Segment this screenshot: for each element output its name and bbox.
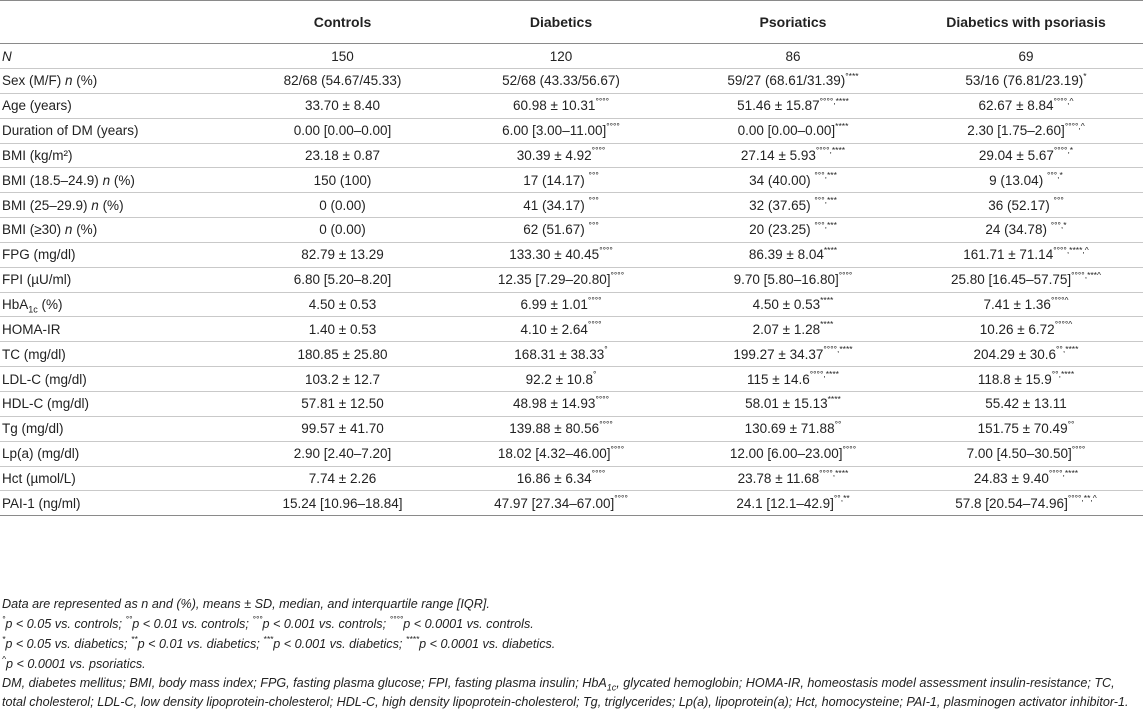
row-label: TC (mg/dl) (0, 342, 240, 367)
header-row (0, 1, 1143, 44)
table-cell: 4.50 ± 0.53**** (677, 292, 909, 317)
table-cell: 103.2 ± 12.7 (240, 367, 445, 392)
table-cell: 0 (0.00) (240, 193, 445, 218)
table-cell: 115 ± 14.6°°°°,**** (677, 367, 909, 392)
table-cell: 17 (14.17) °°° (445, 168, 677, 193)
table-cell: 150 (100) (240, 168, 445, 193)
row-label: BMI (kg/m²) (0, 143, 240, 168)
table-cell: 23.18 ± 0.87 (240, 143, 445, 168)
table-cell: 130.69 ± 71.88°° (677, 416, 909, 441)
table-row (0, 69, 1143, 94)
table-row (0, 118, 1143, 143)
header-cell-label (0, 1, 240, 44)
table-cell: 82/68 (54.67/45.33) (240, 69, 445, 94)
table-row (0, 44, 1143, 69)
row-label: HDL-C (mg/dl) (0, 391, 240, 416)
table-cell: 0.00 [0.00–0.00] (240, 118, 445, 143)
table-row (0, 143, 1143, 168)
note-data: Data are represented as n and (%), means ± SD, median, and interquartile range [IQR]. (2, 597, 490, 611)
header-cell-diabetics: Diabetics (445, 1, 677, 44)
table-cell: 58.01 ± 15.13**** (677, 391, 909, 416)
table-cell: 0.00 [0.00–0.00]**** (677, 118, 909, 143)
row-label: LDL-C (mg/dl) (0, 367, 240, 392)
row-label: Duration of DM (years) (0, 118, 240, 143)
note-psoriatics: ^p < 0.0001 vs. psoriatics. (2, 653, 146, 671)
row-label: BMI (18.5–24.9) n (%) (0, 168, 240, 193)
table-cell: 0 (0.00) (240, 218, 445, 243)
table-cell: 62 (51.67) °°° (445, 218, 677, 243)
header-cell-psoriatics: Psoriatics (677, 1, 909, 44)
row-label: Tg (mg/dl) (0, 416, 240, 441)
table-cell: 204.29 ± 30.6°°,**** (909, 342, 1143, 367)
table-row (0, 93, 1143, 118)
table-cell: 55.42 ± 13.11 (909, 391, 1143, 416)
table-cell: 7.41 ± 1.36°°°°^ (909, 292, 1143, 317)
table-cell: 27.14 ± 5.93°°°°,**** (677, 143, 909, 168)
table-cell: 30.39 ± 4.92°°°° (445, 143, 677, 168)
table-cell: 20 (23.25) °°°,*** (677, 218, 909, 243)
note-abbreviations: DM, diabetes mellitus; BMI, body mass index; FPG, fasting plasma glucose; FPI, fasting plasma insulin; HbA$_{1c}$, glycated hemoglobin; HOMA-IR, homeostasis model assessment insulin-resistance; TC, total cholesterol; LDL-C, low density lipoprotein-cholesterol; HDL-C, high density lipoprotein-cholesterol; Tg, triglycerides; Lp(a), lipoprotein(a); Hct, homocysteine; PAI-1, plasminogen activator inhibitor-1. (2, 676, 1129, 709)
table-row (0, 292, 1143, 317)
table-cell: 29.04 ± 5.67°°°°,* (909, 143, 1143, 168)
table-cell: 51.46 ± 15.87°°°°,**** (677, 93, 909, 118)
table-cell: 69 (909, 44, 1143, 69)
table-cell: 6.99 ± 1.01°°°° (445, 292, 677, 317)
table-cell: 7.74 ± 2.26 (240, 466, 445, 491)
table-cell: 4.10 ± 2.64°°°° (445, 317, 677, 342)
table-cell: 2.07 ± 1.28**** (677, 317, 909, 342)
table-cell: 1.40 ± 0.53 (240, 317, 445, 342)
row-label: PAI-1 (ng/ml) (0, 491, 240, 516)
table-row (0, 416, 1143, 441)
table-cell: 34 (40.00) °°°,*** (677, 168, 909, 193)
table-row (0, 466, 1143, 491)
table-cell: 24.1 [12.1–42.9]°°,** (677, 491, 909, 516)
table-cell: 2.90 [2.40–7.20] (240, 441, 445, 466)
row-label: FPI (µU/ml) (0, 267, 240, 292)
table-cell: 2.30 [1.75–2.60]°°°°,^ (909, 118, 1143, 143)
table-cell: 9 (13.04) °°°,* (909, 168, 1143, 193)
row-label: FPG (mg/dl) (0, 242, 240, 267)
table-cell: 32 (37.65) °°°,*** (677, 193, 909, 218)
table-cell: 24 (34.78) °°°,* (909, 218, 1143, 243)
table-cell: 86.39 ± 8.04**** (677, 242, 909, 267)
row-label: N (0, 44, 240, 69)
table-row (0, 168, 1143, 193)
row-label: BMI (≥30) n (%) (0, 218, 240, 243)
table-cell: 99.57 ± 41.70 (240, 416, 445, 441)
table-cell: 16.86 ± 6.34°°°° (445, 466, 677, 491)
table-cell: 36 (52.17) °°° (909, 193, 1143, 218)
table-cell: 82.79 ± 13.29 (240, 242, 445, 267)
table-cell: 168.31 ± 38.33° (445, 342, 677, 367)
table-row (0, 342, 1143, 367)
table-cell: 6.80 [5.20–8.20] (240, 267, 445, 292)
table-cell: 9.70 [5.80–16.80]°°°° (677, 267, 909, 292)
row-label: Lp(a) (mg/dl) (0, 441, 240, 466)
table-row (0, 317, 1143, 342)
table-cell: 12.00 [6.00–23.00]°°°° (677, 441, 909, 466)
table-cell: 92.2 ± 10.8° (445, 367, 677, 392)
table-cell: 33.70 ± 8.40 (240, 93, 445, 118)
row-label: Hct (µmol/L) (0, 466, 240, 491)
table-cell: 15.24 [10.96–18.84] (240, 491, 445, 516)
row-label: HOMA-IR (0, 317, 240, 342)
table-row (0, 441, 1143, 466)
table-cell: 7.00 [4.50–30.50]°°°° (909, 441, 1143, 466)
table-cell: 24.83 ± 9.40°°°°,**** (909, 466, 1143, 491)
table-cell: 199.27 ± 34.37°°°°,**** (677, 342, 909, 367)
table-cell: 23.78 ± 11.68°°°°,**** (677, 466, 909, 491)
header-cell-diabetics-with-psoriasis: Diabetics with psoriasis (909, 1, 1143, 44)
table-cell: 62.67 ± 8.84°°°°,^ (909, 93, 1143, 118)
table-row (0, 193, 1143, 218)
table-cell: 133.30 ± 40.45°°°° (445, 242, 677, 267)
table-cell: 12.35 [7.29–20.80]°°°° (445, 267, 677, 292)
row-label: BMI (25–29.9) n (%) (0, 193, 240, 218)
table-cell: 151.75 ± 70.49°° (909, 416, 1143, 441)
note-diabetics: *p < 0.05 vs. diabetics; **p < 0.01 vs. diabetics; ***p < 0.001 vs. diabetics; ****p < 0.0001 vs. diabetics. (2, 633, 556, 651)
table-cell: 57.8 [20.54–74.96]°°°°,**,^ (909, 491, 1143, 516)
row-label: HbA$_{1c}$ (%) (0, 292, 240, 317)
table-cell: 118.8 ± 15.9°°,**** (909, 367, 1143, 392)
table-cell: 41 (34.17) °°° (445, 193, 677, 218)
table-row (0, 391, 1143, 416)
table-cell: 4.50 ± 0.53 (240, 292, 445, 317)
table-cell: 59/27 (68.61/31.39)°*** (677, 69, 909, 94)
row-label: Age (years) (0, 93, 240, 118)
table-cell: 18.02 [4.32–46.00]°°°° (445, 441, 677, 466)
table-row (0, 367, 1143, 392)
table-row (0, 267, 1143, 292)
table-cell: 180.85 ± 25.80 (240, 342, 445, 367)
table-cell: 6.00 [3.00–11.00]°°°° (445, 118, 677, 143)
table-cell: 57.81 ± 12.50 (240, 391, 445, 416)
table-cell: 60.98 ± 10.31°°°° (445, 93, 677, 118)
table-cell: 52/68 (43.33/56.67) (445, 69, 677, 94)
table-cell: 47.97 [27.34–67.00]°°°° (445, 491, 677, 516)
table-cell: 10.26 ± 6.72°°°°^ (909, 317, 1143, 342)
header-cell-controls: Controls (240, 1, 445, 44)
table-row (0, 242, 1143, 267)
table-row (0, 491, 1143, 516)
note-controls: °p < 0.05 vs. controls; °°p < 0.01 vs. controls; °°°p < 0.001 vs. controls; °°°°p < 0.0001 vs. controls. (2, 613, 534, 631)
row-label: Sex (M/F) n (%) (0, 69, 240, 94)
table-cell: 53/16 (76.81/23.19)* (909, 69, 1143, 94)
table-cell: 86 (677, 44, 909, 69)
table-cell: 150 (240, 44, 445, 69)
table-notes (2, 594, 1141, 712)
table-cell: 120 (445, 44, 677, 69)
table-cell: 161.71 ± 71.14°°°°,****,^ (909, 242, 1143, 267)
table-cell: 139.88 ± 80.56°°°° (445, 416, 677, 441)
table-body (0, 44, 1143, 516)
table-cell: 25.80 [16.45–57.75]°°°°,***^ (909, 267, 1143, 292)
table-cell: 48.98 ± 14.93°°°° (445, 391, 677, 416)
table-row (0, 218, 1143, 243)
